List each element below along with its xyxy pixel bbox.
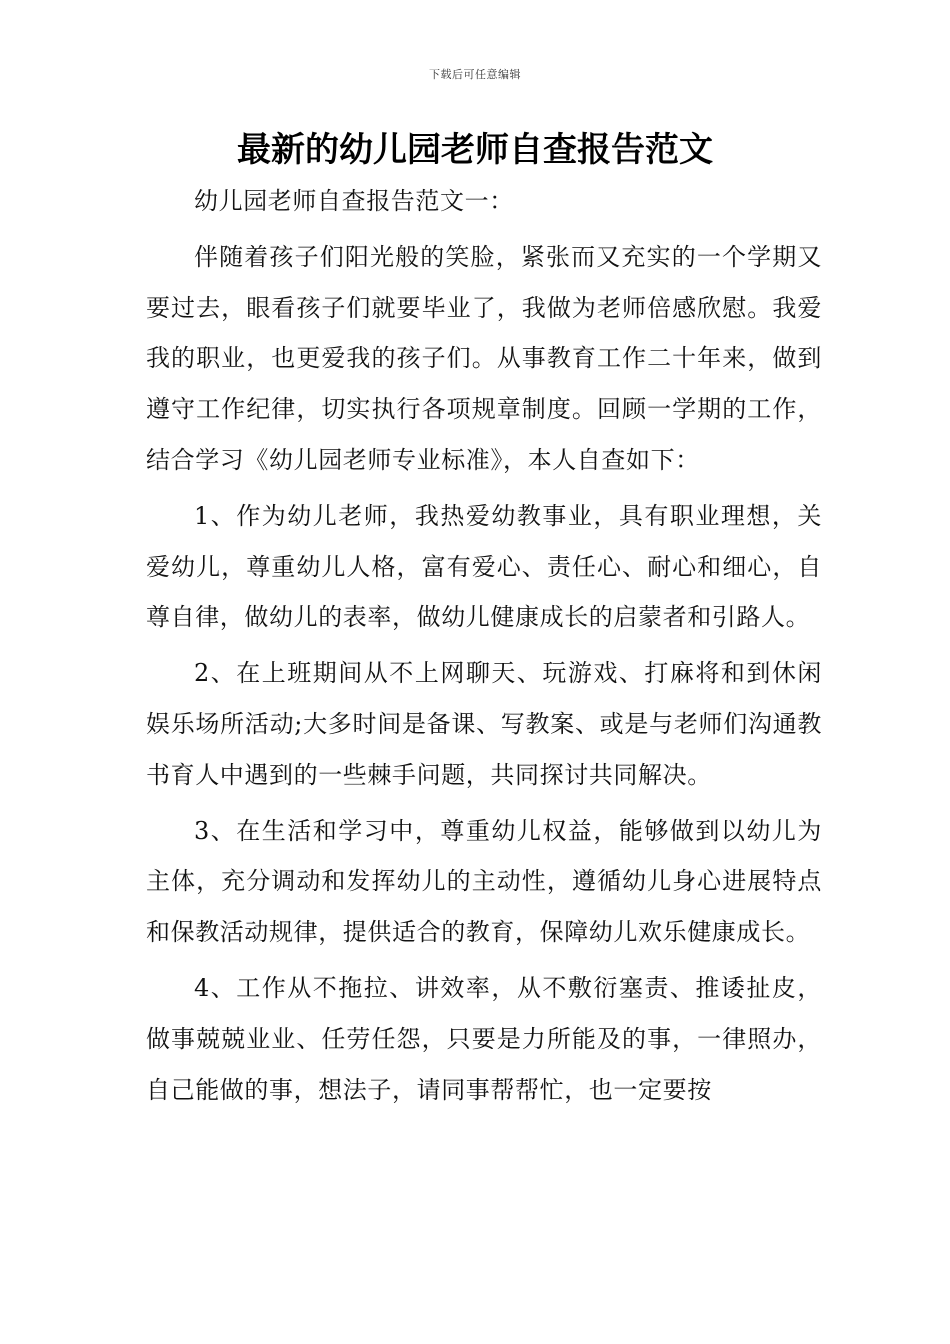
document-body [146, 176, 822, 1120]
page-title: 最新的幼儿园老师自查报告范文 [237, 130, 713, 170]
paragraph-item-3: 3、在生活和学习中，尊重幼儿权益，能够做到以幼儿为主体，充分调动和发挥幼儿的主动性，遵循幼儿身心进展特点和保教活动规律，提供适合的教育，保障幼儿欢乐健康成长。 [146, 816, 822, 947]
paragraph-item-2: 2、在上班期间从不上网聊天、玩游戏、打麻将和到休闲娱乐场所活动;大多时间是备课、写教案、或是与老师们沟通教书育人中遇到的一些棘手问题，共同探讨共同解决。 [146, 659, 822, 789]
paragraph-item-4: 4、工作从不拖拉、讲效率，从不敷衍塞责、推诿扯皮，做事兢兢业业、任劳任怨，只要是力所能及的事，一律照办，自己能做的事，想法子，请同事帮帮忙，也一定要按 [146, 973, 822, 1104]
section-subtitle: 幼儿园老师自查报告范文一： [194, 187, 514, 215]
paragraph-intro: 伴随着孩子们阳光般的笑脸，紧张而又充实的一个学期又要过去，眼看孩子们就要毕业了，我做为老师倍感欣慰。我爱我的职业，也更爱我的孩子们。从事教育工作二十年来，做到遵守工作纪律，切实执行各项规章制度。回顾一学期的工作，结合学习《幼儿园老师专业标准》，本人自查如下： [146, 242, 822, 474]
paragraph-item-1: 1、作为幼儿老师，我热爱幼教事业，具有职业理想，关爱幼儿，尊重幼儿人格，富有爱心、责任心、耐心和细心，自尊自律，做幼儿的表率，做幼儿健康成长的启蒙者和引路人。 [146, 501, 822, 632]
header-note: 下载后可任意编辑 [429, 68, 521, 81]
